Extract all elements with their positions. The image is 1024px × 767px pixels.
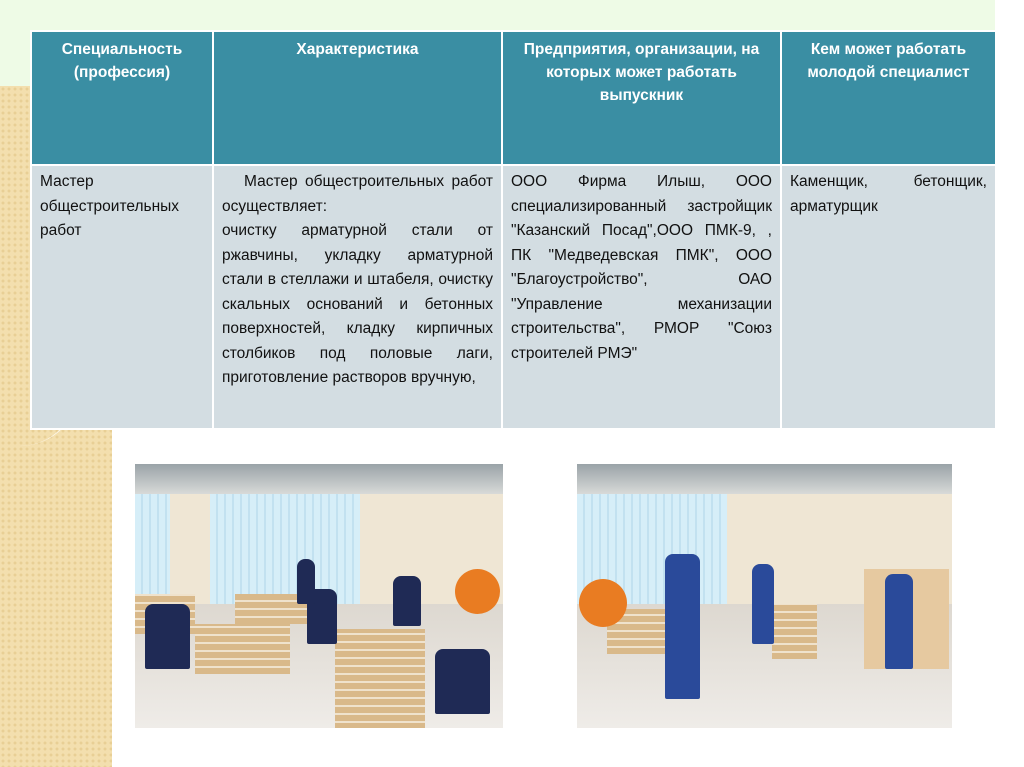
header-specialty: Специальность (профессия) [31, 31, 213, 165]
table-header-row [31, 31, 996, 165]
photo-bricklaying-workshop-1 [135, 464, 503, 728]
table-row [31, 165, 996, 429]
cell-description [213, 165, 502, 429]
description-intro: Мастер общестроительных работ осуществляет: [222, 173, 493, 215]
cell-specialty: Мастер общестроительных работ [31, 165, 213, 429]
description-body: очистку арматурной стали от ржавчины, укладку арматурной стали в стеллажи и штабеля, очистку скальных оснований и бетонных поверхностей, кладку кирпичных столбиков под половые лаги, приготовление растворов вручную, [222, 222, 493, 386]
header-employers: Предприятия, организации, на которых может работать выпускник [502, 31, 781, 165]
cell-positions: Каменщик, бетонщик, арматурщик [781, 165, 996, 429]
header-positions: Кем может работать молодой специалист [781, 31, 996, 165]
specialty-table [30, 30, 997, 430]
photo-bricklaying-workshop-2 [577, 464, 952, 728]
header-description: Характеристика [213, 31, 502, 165]
cell-employers: ООО Фирма Илыш, ООО специализированный застройщик "Казанский Посад",ООО ПМК-9, , ПК "Медведевская ПМК", ООО "Благоустройство", ОАО "Управление механизации строительства", РМОР "Союз строителей РМЭ" [502, 165, 781, 429]
